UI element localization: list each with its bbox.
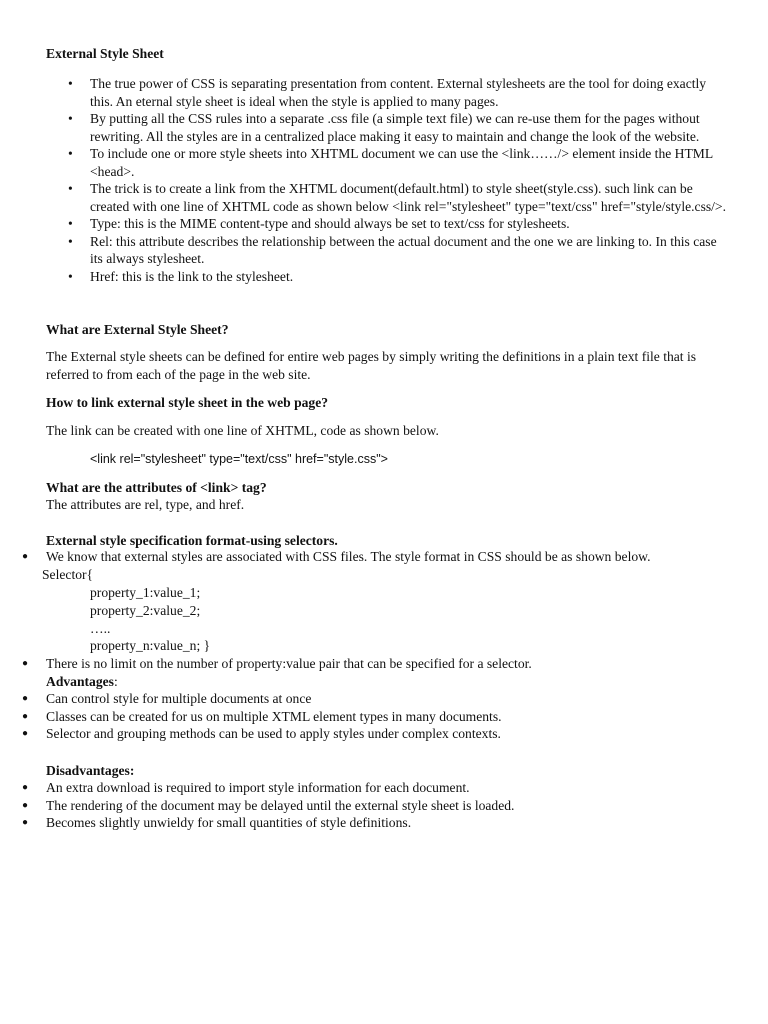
list-item: ● Classes can be created for us on multiple XTML element types in many documents. (46, 708, 746, 726)
list-item: • Type: this is the MIME content-type and should always be set to text/css for stylesheets. (90, 215, 730, 233)
disadvantages-list (46, 779, 746, 832)
selector-limit-bullet-list (46, 655, 746, 673)
heading-advantages: Advantages (46, 674, 114, 689)
external-style-sheet-bullets (90, 75, 730, 285)
list-item: ● Becomes slightly unwieldy for small quantities of style definitions. (46, 814, 746, 832)
heading-how-to-link: How to link external style sheet in the web page? (46, 395, 329, 410)
heading-selector-format: External style specification format-using selectors. (46, 533, 338, 548)
code-selector-open: Selector{ (42, 567, 94, 582)
list-item: ● The rendering of the document may be delayed until the external style sheet is loaded. (46, 797, 746, 815)
advantages-heading-wrap (46, 673, 118, 691)
code-ellipsis: ….. (90, 621, 111, 636)
list-item: • Rel: this attribute describes the relationship between the actual document and the one we are linking to. In this case its always stylesheet. (90, 233, 730, 268)
selector-bullet-list (46, 548, 746, 566)
paragraph-attributes: The attributes are rel, type, and href. (46, 497, 245, 512)
code-property-n: property_n:value_n; } (90, 638, 211, 653)
advantages-colon: : (113, 674, 118, 689)
list-item: • Href: this is the link to the stylesheet. (90, 268, 730, 286)
list-item: ● There is no limit on the number of property:value pair that can be specified for a selector. (46, 655, 746, 673)
paragraph-definition: The External style sheets can be defined for entire web pages by simply writing the definitions in a plain text file that is referred to from each of the page in the web site. (46, 349, 697, 382)
list-item: • By putting all the CSS rules into a separate .css file (a simple text file) we can re-use them for the pages without rewriting. All the styles are in a centralized place making it easy to maintain and change the look of the website. (90, 110, 730, 145)
list-item: • To include one or more style sheets into XHTML document we can use the <link……/> element inside the HTML <head>. (90, 145, 730, 180)
list-item: ● An extra download is required to import style information for each document. (46, 779, 746, 797)
list-item: ● Selector and grouping methods can be used to apply styles under complex contexts. (46, 725, 746, 743)
list-item: • The true power of CSS is separating presentation from content. External stylesheets are the tool for doing exactly this. An eternal style sheet is ideal when the style is applied to many pages. (90, 75, 730, 110)
heading-what-are-external-style-sheet: What are External Style Sheet? (46, 322, 229, 337)
list-item: ● We know that external styles are associated with CSS files. The style format in CSS should be as shown below. (46, 548, 746, 566)
paragraph-link-created: The link can be created with one line of XHTML, code as shown below. (46, 423, 439, 438)
list-item: • The trick is to create a link from the XHTML document(default.html) to style sheet(style.css). such link can be created with one line of XHTML code as shown below <link rel="stylesheet" type="text/css" href="style/style.css/>. (90, 180, 730, 215)
advantages-list (46, 690, 746, 743)
heading-external-style-sheet: External Style Sheet (46, 46, 164, 61)
heading-attributes-of-link: What are the attributes of <link> tag? (46, 480, 267, 495)
list-item: ● Can control style for multiple documents at once (46, 690, 746, 708)
code-link-example: <link rel="stylesheet" type="text/css" href="style.css"> (90, 452, 388, 466)
code-property-1: property_1:value_1; (90, 585, 201, 600)
heading-disadvantages: Disadvantages: (46, 763, 135, 778)
code-property-2: property_2:value_2; (90, 603, 201, 618)
